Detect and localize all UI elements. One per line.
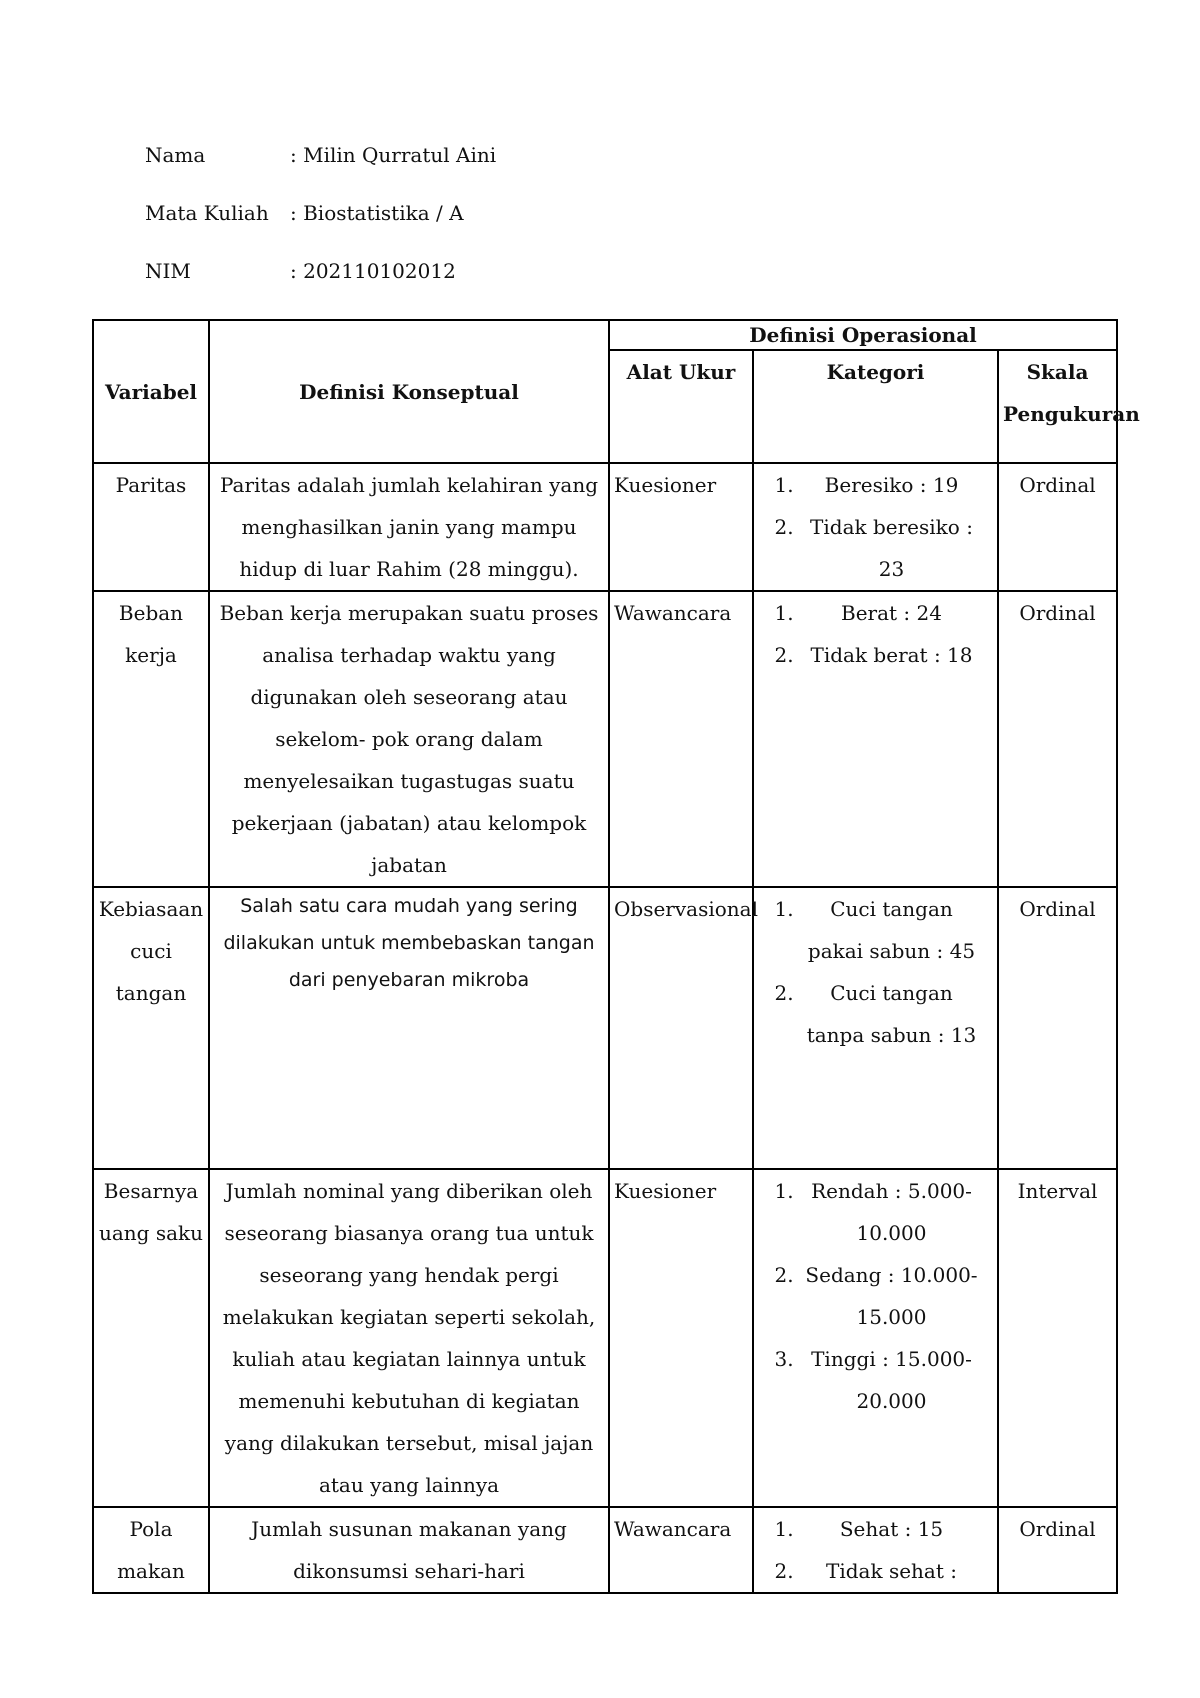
- cell-definisi: Jumlah susunan makanan yang dikonsumsi sehari-hari: [209, 1507, 609, 1593]
- table-row: [93, 591, 1117, 887]
- list-item: 2. Tidak sehat :: [800, 1550, 993, 1592]
- list-item: 3. Tinggi : 15.000-20.000: [800, 1338, 993, 1422]
- student-info: [145, 143, 496, 317]
- cell-variabel: Paritas: [93, 463, 209, 591]
- cell-variabel: Kebiasaan cuci tangan: [93, 887, 209, 1169]
- list-item: 1. Beresiko : 19: [800, 464, 993, 506]
- list-item: 1. Rendah : 5.000-10.000: [800, 1170, 993, 1254]
- list-item: 2. Cuci tangan tanpa sabun : 13: [800, 972, 993, 1056]
- kategori-list: [758, 464, 993, 590]
- cell-kategori: [753, 591, 998, 887]
- header-alat-ukur: Alat Ukur: [609, 350, 753, 463]
- cell-alat-ukur: Kuesioner: [609, 1169, 753, 1507]
- cell-skala: Interval: [998, 1169, 1117, 1507]
- kategori-list: [758, 1170, 993, 1422]
- matkul-value: : Biostatistika / A: [290, 201, 464, 225]
- table-row: [93, 887, 1117, 1169]
- table-row: [93, 1169, 1117, 1507]
- cell-kategori: [753, 463, 998, 591]
- cell-definisi: Jumlah nominal yang diberikan oleh seseorang biasanya orang tua untuk seseorang yang hendak pergi melakukan kegiatan seperti sekolah, kuliah atau kegiatan lainnya untuk memenuhi kebutuhan di kegiatan yang dilakukan tersebut, misal jajan atau yang lainnya: [209, 1169, 609, 1507]
- cell-kategori: [753, 1169, 998, 1507]
- table-row: [93, 463, 1117, 591]
- cell-alat-ukur: Observasional: [609, 887, 753, 1169]
- list-item: 2. Tidak berat : 18: [800, 634, 993, 676]
- cell-skala: Ordinal: [998, 591, 1117, 887]
- cell-skala: Ordinal: [998, 1507, 1117, 1593]
- nim-label: NIM: [145, 259, 191, 283]
- kategori-list: [758, 888, 993, 1056]
- nama-row: [145, 143, 496, 201]
- cell-variabel: Pola makan: [93, 1507, 209, 1593]
- header-variabel: Variabel: [93, 320, 209, 463]
- cell-variabel: Besarnya uang saku: [93, 1169, 209, 1507]
- list-item: 1. Berat : 24: [800, 592, 993, 634]
- header-definisi-operasional: Definisi Operasional: [609, 320, 1117, 350]
- list-item: 1. Sehat : 15: [800, 1508, 993, 1550]
- cell-alat-ukur: Wawancara: [609, 1507, 753, 1593]
- cell-skala: Ordinal: [998, 463, 1117, 591]
- cell-variabel: Beban kerja: [93, 591, 209, 887]
- nama-value: : Milin Qurratul Aini: [290, 143, 497, 167]
- cell-definisi: Paritas adalah jumlah kelahiran yang menghasilkan janin yang mampu hidup di luar Rahim (28 minggu).: [209, 463, 609, 591]
- header-skala: Skala Pengukuran: [998, 350, 1117, 463]
- header-kategori: Kategori: [753, 350, 998, 463]
- cell-kategori: [753, 887, 998, 1169]
- nim-row: [145, 259, 496, 317]
- cell-definisi: Salah satu cara mudah yang sering dilakukan untuk membebaskan tangan dari penyebaran mikroba: [209, 887, 609, 1169]
- list-item: 2. Tidak beresiko : 23: [800, 506, 993, 590]
- cell-alat-ukur: Kuesioner: [609, 463, 753, 591]
- matkul-label: Mata Kuliah: [145, 201, 269, 225]
- kategori-list: [758, 1508, 993, 1592]
- cell-alat-ukur: Wawancara: [609, 591, 753, 887]
- matkul-row: [145, 201, 496, 259]
- nim-value: : 202110102012: [290, 259, 456, 283]
- list-item: 2. Sedang : 10.000-15.000: [800, 1254, 993, 1338]
- table-row: [93, 1507, 1117, 1593]
- cell-kategori: [753, 1507, 998, 1593]
- nama-label: Nama: [145, 143, 206, 167]
- variable-table: [92, 319, 1140, 1594]
- list-item: 1. Cuci tangan pakai sabun : 45: [800, 888, 993, 972]
- header-definisi-konseptual: Definisi Konseptual: [209, 320, 609, 463]
- kategori-list: [758, 592, 993, 676]
- cell-skala: Ordinal: [998, 887, 1117, 1169]
- cell-definisi: Beban kerja merupakan suatu proses analisa terhadap waktu yang digunakan oleh seseorang atau sekelom- pok orang dalam menyelesaikan tugastugas suatu pekerjaan (jabatan) atau kelompok jabatan: [209, 591, 609, 887]
